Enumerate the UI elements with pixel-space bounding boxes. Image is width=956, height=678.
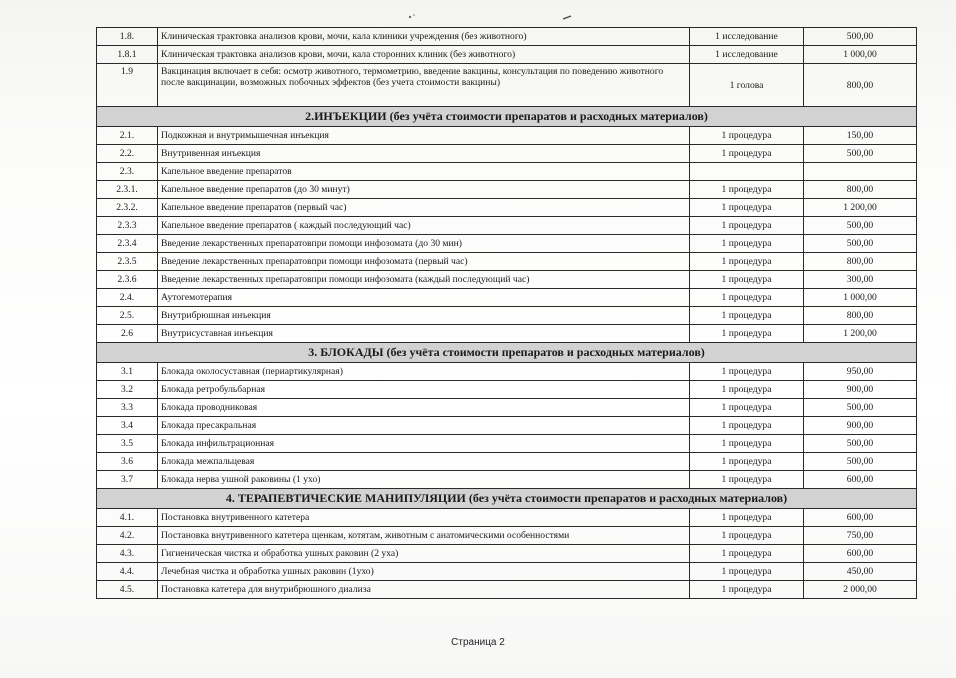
item-name: Аутогемотерапия bbox=[158, 289, 690, 307]
item-number: 1.9 bbox=[97, 64, 158, 107]
item-name: Введение лекарственных препаратовпри помощи инфозомата (первый час) bbox=[158, 253, 690, 271]
section-title: 2.ИНЪЕКЦИИ (без учёта стоимости препаратов и расходных материалов) bbox=[97, 107, 917, 127]
section-header-row bbox=[97, 489, 917, 509]
table-row bbox=[97, 199, 917, 217]
item-unit: 1 процедура bbox=[690, 289, 804, 307]
table-row bbox=[97, 289, 917, 307]
item-price: 2 000,00 bbox=[804, 581, 917, 599]
item-price: 600,00 bbox=[804, 471, 917, 489]
item-unit: 1 процедура bbox=[690, 545, 804, 563]
item-price: 600,00 bbox=[804, 545, 917, 563]
item-number: 2.6 bbox=[97, 325, 158, 343]
item-price: 150,00 bbox=[804, 127, 917, 145]
item-name: Капельное введение препаратов (первый час) bbox=[158, 199, 690, 217]
item-number: 2.3. bbox=[97, 163, 158, 181]
price-table bbox=[96, 27, 917, 599]
item-name: Капельное введение препаратов bbox=[158, 163, 690, 181]
item-price: 500,00 bbox=[804, 435, 917, 453]
item-name: Внутрисуставная инъекция bbox=[158, 325, 690, 343]
item-number: 2.1. bbox=[97, 127, 158, 145]
item-unit: 1 процедура bbox=[690, 435, 804, 453]
item-number: 2.3.4 bbox=[97, 235, 158, 253]
table-row bbox=[97, 545, 917, 563]
item-unit: 1 процедура bbox=[690, 271, 804, 289]
item-name: Блокада нерва ушной раковины (1 ухо) bbox=[158, 471, 690, 489]
item-name: Лечебная чистка и обработка ушных раковин (1ухо) bbox=[158, 563, 690, 581]
item-name: Клиническая трактовка анализов крови, мочи, кала сторонних клиник (без животного) bbox=[158, 46, 690, 64]
table-row bbox=[97, 453, 917, 471]
item-name: Гигиеническая чистка и обработка ушных раковин (2 уха) bbox=[158, 545, 690, 563]
item-unit: 1 процедура bbox=[690, 399, 804, 417]
item-price: 900,00 bbox=[804, 417, 917, 435]
table-row bbox=[97, 325, 917, 343]
table-row bbox=[97, 217, 917, 235]
item-price: 500,00 bbox=[804, 217, 917, 235]
item-unit: 1 процедура bbox=[690, 235, 804, 253]
table-row bbox=[97, 527, 917, 545]
item-number: 2.5. bbox=[97, 307, 158, 325]
item-number: 1.8.1 bbox=[97, 46, 158, 64]
item-unit: 1 процедура bbox=[690, 581, 804, 599]
table-row bbox=[97, 271, 917, 289]
item-number: 4.5. bbox=[97, 581, 158, 599]
item-unit: 1 исследование bbox=[690, 46, 804, 64]
table-row bbox=[97, 235, 917, 253]
item-number: 3.6 bbox=[97, 453, 158, 471]
item-price: 1 000,00 bbox=[804, 289, 917, 307]
table-row bbox=[97, 145, 917, 163]
section-header-row bbox=[97, 343, 917, 363]
table-row bbox=[97, 181, 917, 199]
item-price: 1 200,00 bbox=[804, 199, 917, 217]
price-list-sheet bbox=[96, 27, 916, 599]
item-name: Подкожная и внутримышечная инъекция bbox=[158, 127, 690, 145]
item-number: 3.2 bbox=[97, 381, 158, 399]
table-row bbox=[97, 417, 917, 435]
item-price: 950,00 bbox=[804, 363, 917, 381]
item-name: Вакцинация включает в себя: осмотр животного, термометрию, введение вакцины, консультация по поведению животного после вакцинации, возможных побочных эффектов (без учета стоимости вакцины) bbox=[158, 64, 690, 107]
item-price: 500,00 bbox=[804, 453, 917, 471]
item-number: 3.1 bbox=[97, 363, 158, 381]
table-row bbox=[97, 28, 917, 46]
item-price: 500,00 bbox=[804, 399, 917, 417]
item-price: 450,00 bbox=[804, 563, 917, 581]
item-unit: 1 процедура bbox=[690, 471, 804, 489]
scan-speck bbox=[413, 14, 415, 16]
item-unit bbox=[690, 163, 804, 181]
scan-speck bbox=[409, 16, 411, 18]
item-unit: 1 процедура bbox=[690, 453, 804, 471]
item-unit: 1 процедура bbox=[690, 381, 804, 399]
item-price: 500,00 bbox=[804, 28, 917, 46]
item-unit: 1 процедура bbox=[690, 527, 804, 545]
item-price: 900,00 bbox=[804, 381, 917, 399]
item-name: Блокада проводниковая bbox=[158, 399, 690, 417]
item-price bbox=[804, 163, 917, 181]
table-row bbox=[97, 563, 917, 581]
item-name: Внутривенная инъекция bbox=[158, 145, 690, 163]
item-name: Клиническая трактовка анализов крови, мочи, кала клиники учреждения (без животного) bbox=[158, 28, 690, 46]
item-number: 2.3.6 bbox=[97, 271, 158, 289]
item-number: 3.7 bbox=[97, 471, 158, 489]
item-number: 3.4 bbox=[97, 417, 158, 435]
item-number: 4.3. bbox=[97, 545, 158, 563]
item-unit: 1 процедура bbox=[690, 145, 804, 163]
table-row bbox=[97, 64, 917, 107]
item-price: 750,00 bbox=[804, 527, 917, 545]
item-unit: 1 процедура bbox=[690, 307, 804, 325]
item-price: 1 200,00 bbox=[804, 325, 917, 343]
item-unit: 1 процедура bbox=[690, 363, 804, 381]
item-unit: 1 процедура bbox=[690, 217, 804, 235]
section-title: 3. БЛОКАДЫ (без учёта стоимости препаратов и расходных материалов) bbox=[97, 343, 917, 363]
item-name: Блокада инфильтрационная bbox=[158, 435, 690, 453]
scan-speck bbox=[563, 16, 571, 19]
item-number: 3.5 bbox=[97, 435, 158, 453]
table-row bbox=[97, 253, 917, 271]
item-number: 4.4. bbox=[97, 563, 158, 581]
item-name: Постановка внутривенного катетера щенкам, котятам, животным с анатомическими особенностями bbox=[158, 527, 690, 545]
item-number: 2.2. bbox=[97, 145, 158, 163]
item-unit: 1 процедура bbox=[690, 325, 804, 343]
table-row bbox=[97, 363, 917, 381]
item-number: 2.3.5 bbox=[97, 253, 158, 271]
item-number: 2.4. bbox=[97, 289, 158, 307]
item-unit: 1 процедура bbox=[690, 199, 804, 217]
item-number: 4.1. bbox=[97, 509, 158, 527]
item-unit: 1 процедура bbox=[690, 417, 804, 435]
table-row bbox=[97, 307, 917, 325]
table-row bbox=[97, 581, 917, 599]
item-name: Капельное введение препаратов (до 30 минут) bbox=[158, 181, 690, 199]
item-price: 800,00 bbox=[804, 181, 917, 199]
item-number: 4.2. bbox=[97, 527, 158, 545]
page-footer: Страница 2 bbox=[451, 637, 505, 648]
item-number: 2.3.3 bbox=[97, 217, 158, 235]
item-price: 800,00 bbox=[804, 64, 917, 107]
price-table-body bbox=[97, 28, 917, 599]
item-unit: 1 процедура bbox=[690, 563, 804, 581]
item-number: 2.3.1. bbox=[97, 181, 158, 199]
item-name: Постановка внутривенного катетера bbox=[158, 509, 690, 527]
item-unit: 1 голова bbox=[690, 64, 804, 107]
item-price: 300,00 bbox=[804, 271, 917, 289]
table-row bbox=[97, 163, 917, 181]
table-row bbox=[97, 127, 917, 145]
item-name: Постановка катетера для внутрибрюшного диализа bbox=[158, 581, 690, 599]
item-number: 1.8. bbox=[97, 28, 158, 46]
item-name: Введение лекарственных препаратовпри помощи инфозомата (каждый последующий час) bbox=[158, 271, 690, 289]
table-row bbox=[97, 509, 917, 527]
item-number: 2.3.2. bbox=[97, 199, 158, 217]
section-title: 4. ТЕРАПЕВТИЧЕСКИЕ МАНИПУЛЯЦИИ (без учёта стоимости препаратов и расходных материалов) bbox=[97, 489, 917, 509]
table-row bbox=[97, 381, 917, 399]
item-name: Внутрибрюшная инъекция bbox=[158, 307, 690, 325]
item-unit: 1 процедура bbox=[690, 127, 804, 145]
section-header-row bbox=[97, 107, 917, 127]
table-row bbox=[97, 46, 917, 64]
item-name: Блокада пресакральная bbox=[158, 417, 690, 435]
table-row bbox=[97, 471, 917, 489]
item-price: 600,00 bbox=[804, 509, 917, 527]
item-name: Блокада околосуставная (периартикулярная) bbox=[158, 363, 690, 381]
item-name: Блокада ретробульбарная bbox=[158, 381, 690, 399]
item-unit: 1 процедура bbox=[690, 181, 804, 199]
item-price: 800,00 bbox=[804, 253, 917, 271]
item-unit: 1 исследование bbox=[690, 28, 804, 46]
item-price: 500,00 bbox=[804, 235, 917, 253]
item-name: Капельное введение препаратов ( каждый последующий час) bbox=[158, 217, 690, 235]
table-row bbox=[97, 435, 917, 453]
table-row bbox=[97, 399, 917, 417]
item-price: 500,00 bbox=[804, 145, 917, 163]
item-unit: 1 процедура bbox=[690, 253, 804, 271]
item-unit: 1 процедура bbox=[690, 509, 804, 527]
item-name: Введение лекарственных препаратовпри помощи инфозомата (до 30 мин) bbox=[158, 235, 690, 253]
item-number: 3.3 bbox=[97, 399, 158, 417]
item-name: Блокада межпальцевая bbox=[158, 453, 690, 471]
item-price: 1 000,00 bbox=[804, 46, 917, 64]
item-price: 800,00 bbox=[804, 307, 917, 325]
